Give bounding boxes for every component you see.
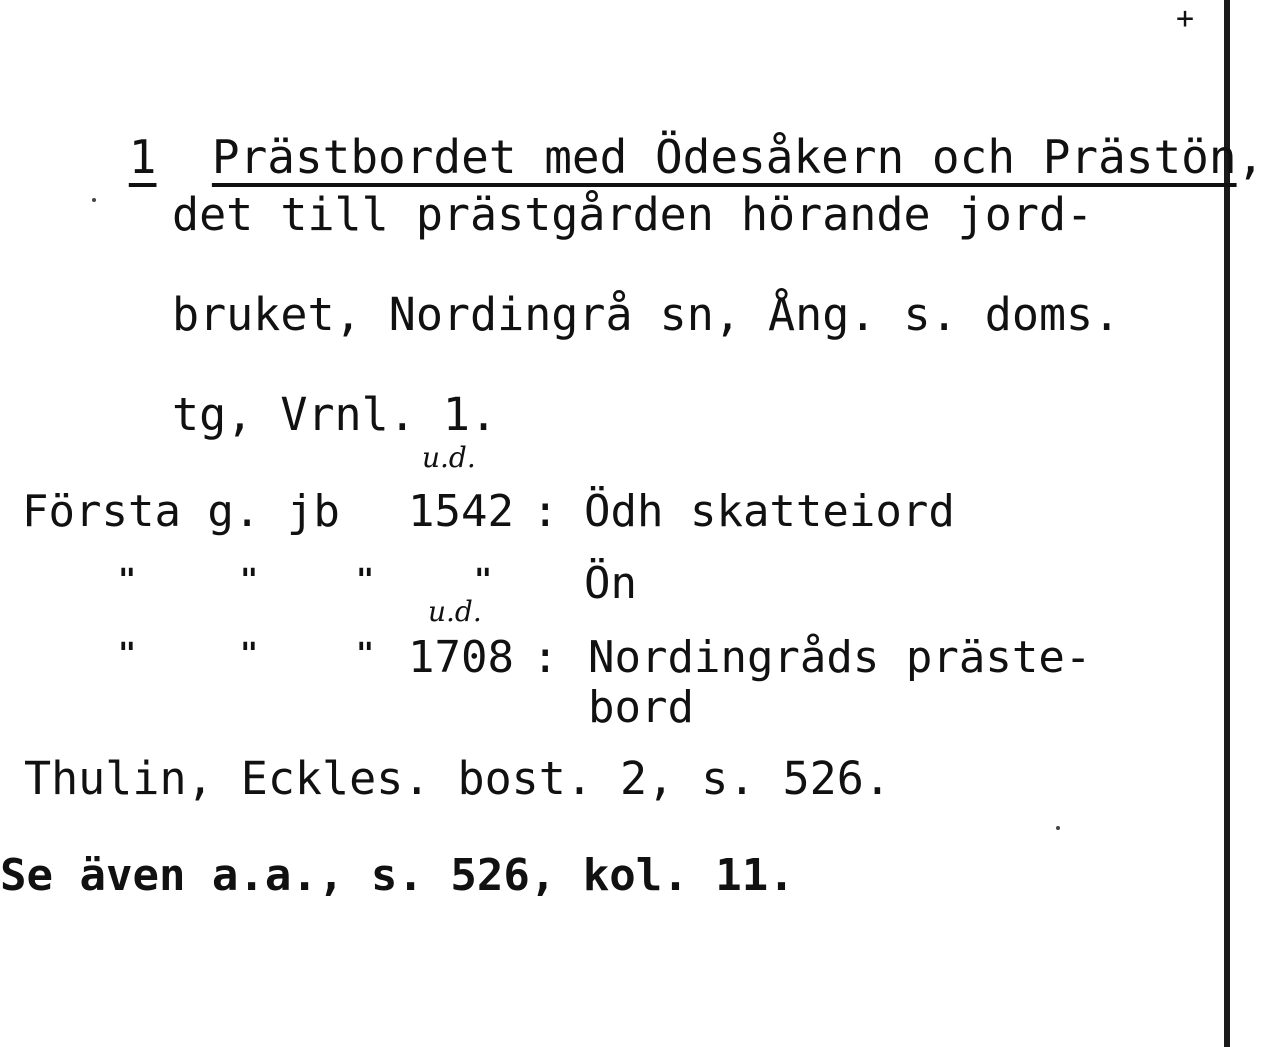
heading-number: 1 [128, 130, 157, 184]
reference-line: Thulin, Eckles. bost. 2, s. 526. [24, 752, 891, 805]
record-third-value: Nordingråds präste- [588, 632, 1092, 683]
record-third-value-cont: bord [588, 682, 694, 733]
description-line: tg, Vrnl. 1. [172, 388, 498, 441]
ditto-mark: " [240, 637, 259, 672]
heading-comma: , [1236, 130, 1264, 184]
ditto-mark: " [240, 563, 259, 598]
record-second-value: Ön [584, 558, 637, 609]
record-third-colon: : [532, 632, 559, 683]
handwritten-note-1542: u.d. [422, 441, 476, 474]
record-third-year: 1708 [408, 632, 514, 683]
handwritten-note-1708: u.d. [428, 595, 482, 628]
reference-line: Se även a.a., s. 526, kol. 11. [0, 850, 795, 901]
description-line: bruket, Nordingrå sn, Ång. s. doms. [172, 288, 1121, 341]
speck [1056, 826, 1060, 830]
ditto-mark: " [118, 637, 137, 672]
ditto-mark: " [356, 637, 375, 672]
record-first-colon: : [532, 486, 559, 537]
description-line: det till prästgården hörande jord- [172, 188, 1094, 241]
corner-plus-mark: + [1176, 1, 1195, 36]
record-first-value: Ödh skatteiord [584, 486, 955, 537]
record-first-prefix: Första g. jb [22, 486, 340, 537]
ditto-mark: " [474, 563, 493, 598]
ditto-mark: " [356, 563, 375, 598]
ditto-mark: " [118, 563, 137, 598]
heading-title: Prästbordet med Ödesåkern och Prästön [211, 130, 1237, 184]
record-first-year: 1542 [408, 486, 514, 537]
